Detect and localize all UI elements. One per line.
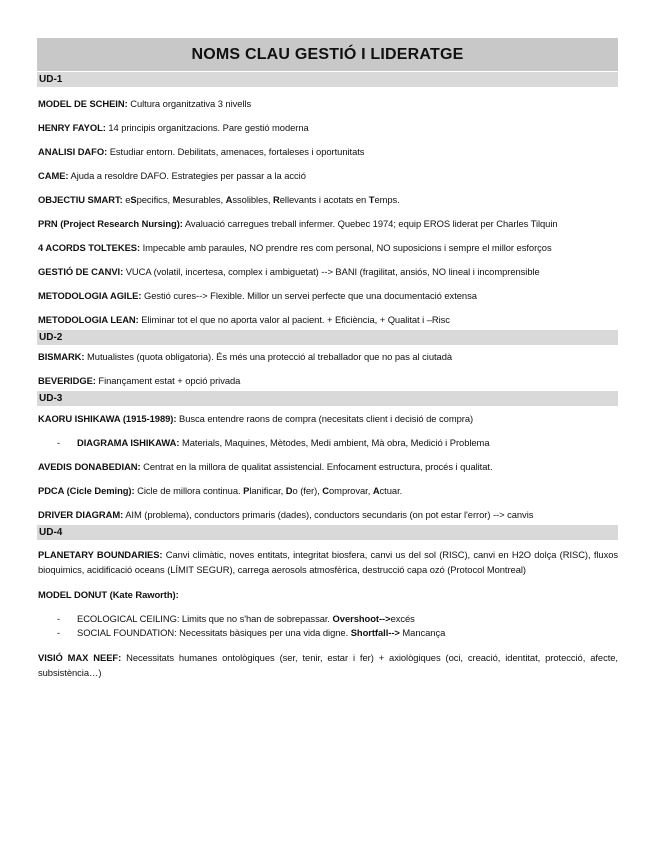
term: KAORU ISHIKAWA (1915-1989): <box>38 413 177 424</box>
definition: Eliminar tot el que no aporta valor al pacient. + Eficiència, + Qualitat i –Risc <box>138 314 450 325</box>
definition: SOCIAL FOUNDATION: Necessitats bàsiques per una vida digne. <box>77 627 351 638</box>
entry-ishikawa <box>37 412 618 425</box>
entry-prn <box>37 217 618 230</box>
keyword: Overshoot--> <box>332 613 391 624</box>
text: esurables, <box>180 194 226 205</box>
letter-d: D <box>285 485 293 496</box>
entry-agile <box>37 289 618 302</box>
entry-max-neef <box>37 650 618 680</box>
page-title: NOMS CLAU GESTIÓ I LIDERATGE <box>37 38 618 71</box>
letter-a: A <box>225 194 233 205</box>
entry-planetary-boundaries <box>37 547 618 577</box>
section-header-ud2: UD-2 <box>37 330 618 345</box>
definition: Centrat en la millora de qualitat assistencial. Enfocament estructura, procés i qualitat. <box>140 461 493 472</box>
term: MODEL DE SCHEIN: <box>38 98 128 109</box>
section-header-ud3: UD-3 <box>37 391 618 406</box>
letter-t: T <box>368 194 375 205</box>
definition: Finançament estat + opció privada <box>95 375 241 386</box>
entry-fayol <box>37 121 618 134</box>
list-item-ecological-ceiling <box>37 612 618 625</box>
entry-beveridge <box>37 374 618 387</box>
definition: Impecable amb paraules, NO prendre res com personal, NO suposicions i sempre el millor esforços <box>140 242 552 253</box>
definition: Estudiar entorn. Debilitats, amenaces, fortaleses i oportunitats <box>107 146 365 157</box>
definition: VUCA (volatil, incertesa, complex i ambiguetat) --> BANI (fragilitat, ansiós, NO lineal i incomprensible <box>123 266 540 277</box>
letter-c: C <box>322 485 330 496</box>
entry-model-donut <box>37 588 618 601</box>
bullet-dash: - <box>57 627 61 638</box>
letter-r: R <box>273 194 280 205</box>
entry-smart <box>37 193 618 206</box>
term: PDCA (Cicle Deming): <box>38 485 135 496</box>
entry-bismark <box>37 350 618 363</box>
bullet-dash: - <box>57 437 61 448</box>
definition: Mutualistes (quota obligatoria). És més una protecció al treballador que no pas al ciutadà <box>84 351 453 362</box>
definition: Busca entendre raons de compra (necesitats client i decisió de compra) <box>176 413 474 424</box>
term: BEVERIDGE: <box>38 375 96 386</box>
term: 4 ACORDS TOLTEKES: <box>38 242 141 253</box>
definition: Canvi climàtic, noves entitats, integritat biosfera, canvi us del sol (RISC), canvi en H2O dolça (RISC), fluxos bioquimics, acidificació oceans (LÍMIT SEGUR), carrega aerosols atmosfèrica, destrucció capa ozó (Protocol Montreal) <box>38 549 619 575</box>
definition: Ajuda a resoldre DAFO. Estrategies per passar a la acció <box>68 170 306 181</box>
entry-donabedian <box>37 460 618 473</box>
list-item-social-foundation <box>37 626 618 639</box>
letter-a: A <box>372 485 380 496</box>
term: METODOLOGIA AGILE: <box>38 290 142 301</box>
text: ssolibles, <box>232 194 274 205</box>
term: PLANETARY BOUNDARIES: <box>38 549 163 560</box>
text: lanificar, <box>249 485 286 496</box>
bullet-dash: - <box>57 613 61 624</box>
term: METODOLOGIA LEAN: <box>38 314 139 325</box>
term: HENRY FAYOL: <box>38 122 106 133</box>
definition: Necessitats humanes ontològiques (ser, tenir, estar i fer) + axiològiques (oci, creació, identitat, protecció, afecte, subsistència…) <box>38 652 618 678</box>
text: pecifics, <box>136 194 173 205</box>
list-item-diagrama-ishikawa <box>37 436 618 449</box>
definition-end: Mancança <box>399 627 446 638</box>
definition-end: excés <box>390 613 415 624</box>
term: PRN (Project Research Nursing): <box>38 218 183 229</box>
entry-schein <box>37 97 618 110</box>
term: MODEL DONUT (Kate Raworth): <box>38 589 179 600</box>
definition: Gestió cures--> Flexible. Millor un servei perfecte que una documentació extensa <box>141 290 477 301</box>
term: CAME: <box>38 170 69 181</box>
definition: ECOLOGICAL CEILING: Limits que no s'han de sobrepassar. <box>77 613 333 624</box>
term: DIAGRAMA ISHIKAWA: <box>77 437 180 448</box>
letter-s: S <box>130 194 137 205</box>
definition: AIM (problema), conductors primaris (dades), conductors secundaris (on pot estar l'error) --> canvis <box>123 509 534 520</box>
term: BISMARK: <box>38 351 85 362</box>
letter-m: M <box>172 194 181 205</box>
text: omprovar, <box>329 485 373 496</box>
definition: 14 principis organitzacions. Pare gestió moderna <box>105 122 309 133</box>
text: Cicle de millora continua. <box>134 485 244 496</box>
text: ellevants i acotats en <box>279 194 369 205</box>
entry-toltekes <box>37 241 618 254</box>
term: OBJECTIU SMART: <box>38 194 123 205</box>
section-header-ud4: UD-4 <box>37 525 618 540</box>
entry-dafo <box>37 145 618 158</box>
term: ANALISI DAFO: <box>38 146 108 157</box>
term: VISIÓ MAX NEEF: <box>38 652 122 663</box>
text: o (fer), <box>292 485 323 496</box>
text: e <box>122 194 131 205</box>
definition: Cultura organitzativa 3 nivells <box>127 98 252 109</box>
text: ctuar. <box>379 485 403 496</box>
keyword: Shortfall--> <box>350 627 400 638</box>
entry-came <box>37 169 618 182</box>
term: AVEDIS DONABEDIAN: <box>38 461 141 472</box>
section-header-ud1: UD-1 <box>37 72 618 87</box>
entry-pdca <box>37 484 618 497</box>
definition: Avaluació carregues treball infermer. Quebec 1974; equip EROS liderat per Charles Tilquin <box>182 218 558 229</box>
term: GESTIÓ DE CANVI: <box>38 266 124 277</box>
entry-driver-diagram <box>37 508 618 521</box>
entry-lean <box>37 313 618 326</box>
document-page <box>37 38 618 680</box>
text: emps. <box>374 194 400 205</box>
term: DRIVER DIAGRAM: <box>38 509 124 520</box>
letter-p: P <box>243 485 250 496</box>
entry-gestio-canvi <box>37 265 618 278</box>
definition: Materials, Maquines, Mètodes, Medi ambient, Mà obra, Medició i Problema <box>179 437 490 448</box>
